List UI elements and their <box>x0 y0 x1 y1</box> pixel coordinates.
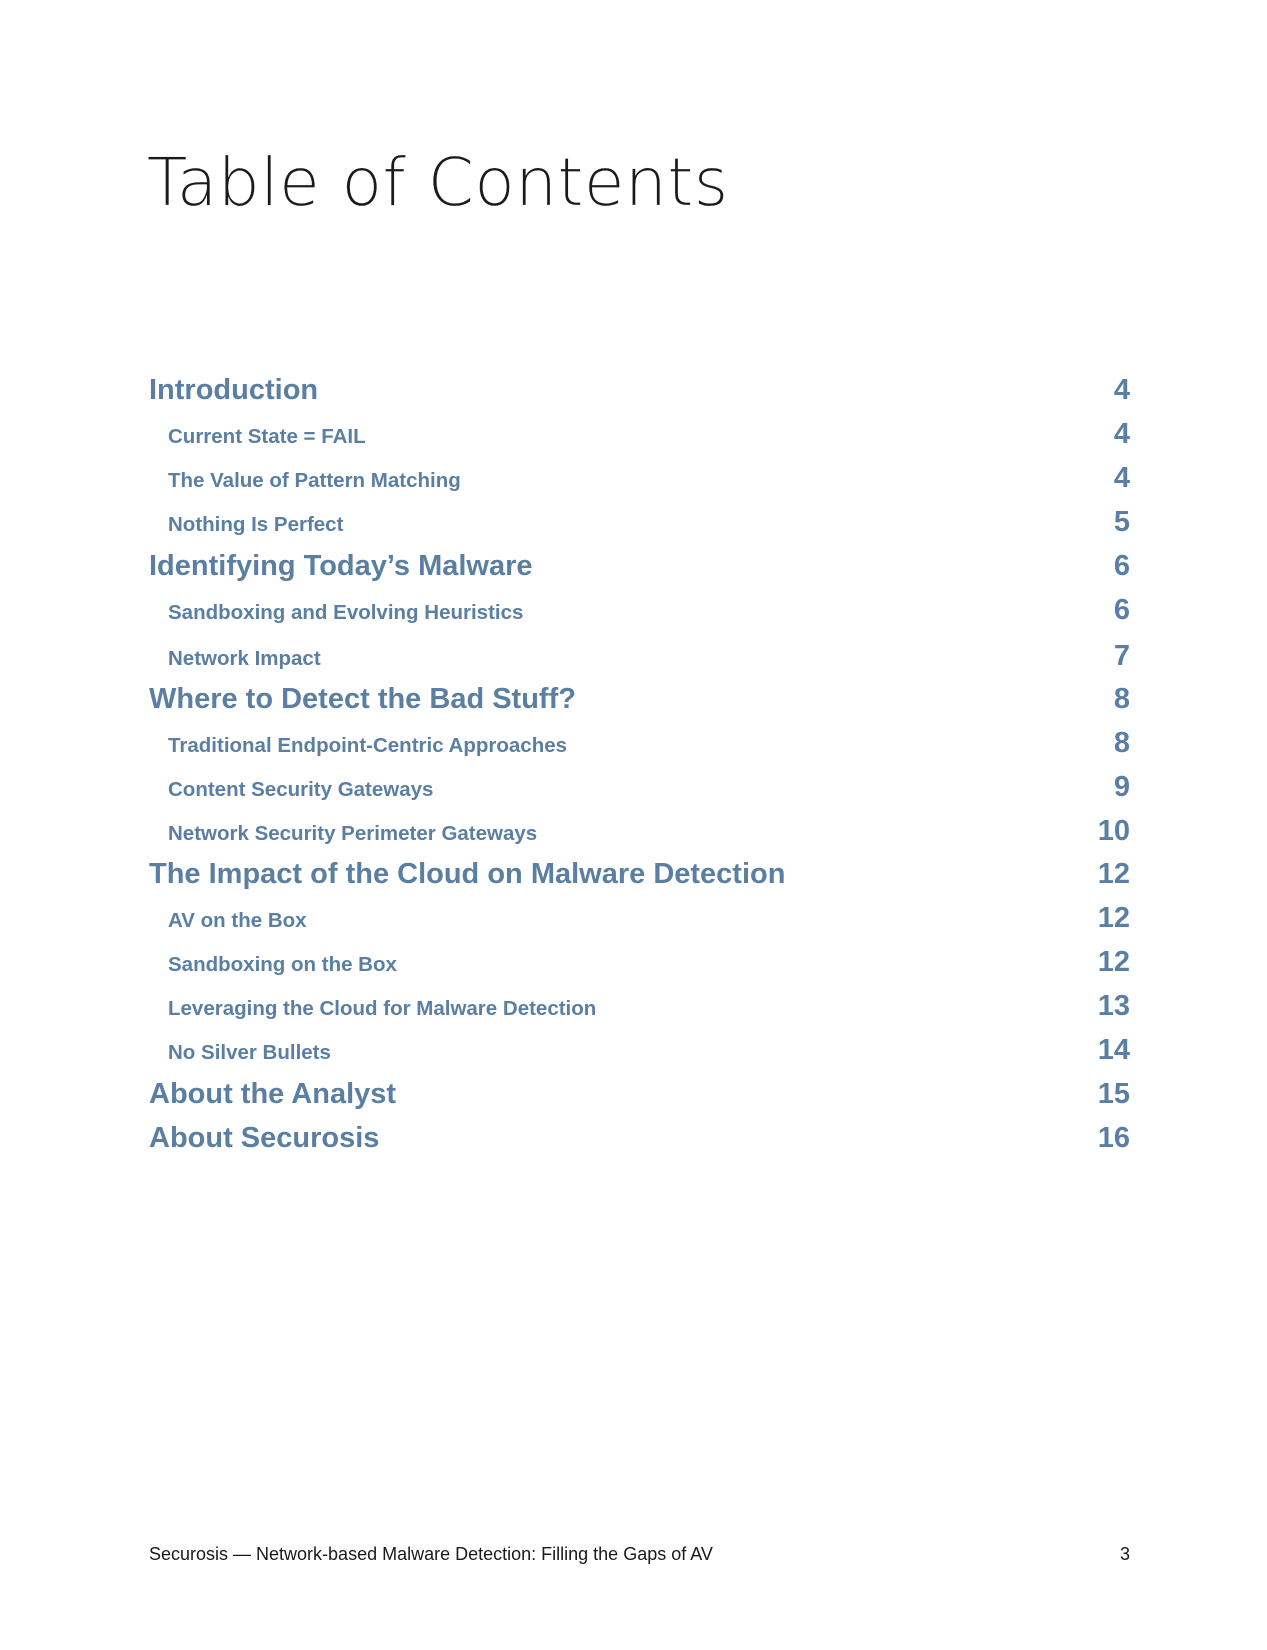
toc-entry-page: 8 <box>1113 727 1130 759</box>
toc-entry-about-securosis[interactable] <box>149 1122 1130 1155</box>
toc-entry-label: About Securosis <box>149 1122 380 1154</box>
toc-entry-impact-of-cloud[interactable] <box>149 858 1130 891</box>
toc-entry-label: Sandboxing and Evolving Heuristics <box>168 601 524 624</box>
toc-entry-page: 12 <box>1097 902 1130 934</box>
toc-entry-label: Sandboxing on the Box <box>168 953 397 976</box>
toc-entry-introduction[interactable] <box>149 374 1130 407</box>
table-of-contents <box>149 0 1130 1650</box>
toc-entry-page: 12 <box>1097 946 1130 978</box>
toc-entry-av-on-the-box[interactable] <box>149 902 1130 935</box>
toc-entry-page: 10 <box>1097 815 1130 847</box>
toc-entry-label: The Impact of the Cloud on Malware Detection <box>149 858 786 890</box>
toc-entry-page: 9 <box>1113 771 1130 803</box>
toc-entry-sandboxing-evolving-heuristics[interactable] <box>149 594 1130 627</box>
toc-entry-label: Content Security Gateways <box>168 778 434 801</box>
toc-entry-page: 12 <box>1097 858 1130 890</box>
toc-entry-page: 16 <box>1097 1122 1130 1154</box>
footer-page-number: 3 <box>1119 1544 1130 1564</box>
toc-entry-network-impact[interactable] <box>149 640 1130 673</box>
toc-entry-page: 14 <box>1097 1034 1130 1066</box>
toc-entry-leveraging-the-cloud[interactable] <box>149 990 1130 1023</box>
toc-entry-label: Traditional Endpoint-Centric Approaches <box>168 734 568 757</box>
toc-entry-label: Identifying Today’s Malware <box>149 550 533 582</box>
toc-entry-identifying-todays-malware[interactable] <box>149 550 1130 583</box>
toc-entry-label: No Silver Bullets <box>168 1041 331 1064</box>
page-footer <box>149 1544 1130 1565</box>
toc-entry-page: 15 <box>1097 1078 1130 1110</box>
toc-entry-label: Where to Detect the Bad Stuff? <box>149 683 576 715</box>
toc-entry-page: 6 <box>1113 594 1130 626</box>
toc-entry-page: 7 <box>1113 640 1130 672</box>
toc-entry-where-to-detect[interactable] <box>149 683 1130 716</box>
toc-entry-nothing-is-perfect[interactable] <box>149 506 1130 539</box>
toc-entry-page: 4 <box>1113 418 1130 450</box>
toc-entry-content-security-gateways[interactable] <box>149 771 1130 804</box>
toc-entry-page: 6 <box>1113 550 1130 582</box>
toc-entry-label: The Value of Pattern Matching <box>168 469 461 492</box>
toc-entry-page: 5 <box>1113 506 1130 538</box>
page-title: Table of Contents <box>147 144 729 221</box>
toc-entry-page: 13 <box>1097 990 1130 1022</box>
toc-entry-label: Network Security Perimeter Gateways <box>168 822 538 845</box>
toc-entry-label: Leveraging the Cloud for Malware Detection <box>168 997 597 1020</box>
toc-entry-label: Current State = FAIL <box>168 425 366 448</box>
toc-entry-no-silver-bullets[interactable] <box>149 1034 1130 1067</box>
toc-entry-page: 4 <box>1113 374 1130 406</box>
toc-entry-value-of-pattern-matching[interactable] <box>149 462 1130 495</box>
toc-entry-label: AV on the Box <box>168 909 307 932</box>
footer-document-title: Securosis — Network-based Malware Detection: Filling the Gaps of AV <box>149 1544 713 1564</box>
toc-entry-sandboxing-on-the-box[interactable] <box>149 946 1130 979</box>
toc-entry-page: 8 <box>1113 683 1130 715</box>
toc-entry-about-the-analyst[interactable] <box>149 1078 1130 1111</box>
toc-entry-label: Introduction <box>149 374 319 406</box>
toc-entry-label: Nothing Is Perfect <box>168 513 344 536</box>
toc-entry-label: About the Analyst <box>149 1078 397 1110</box>
toc-entry-page: 4 <box>1113 462 1130 494</box>
toc-entry-endpoint-centric-approaches[interactable] <box>149 727 1130 760</box>
toc-entry-current-state-fail[interactable] <box>149 418 1130 451</box>
toc-entry-network-security-perimeter-gateways[interactable] <box>149 815 1130 848</box>
toc-entry-label: Network Impact <box>168 647 321 670</box>
